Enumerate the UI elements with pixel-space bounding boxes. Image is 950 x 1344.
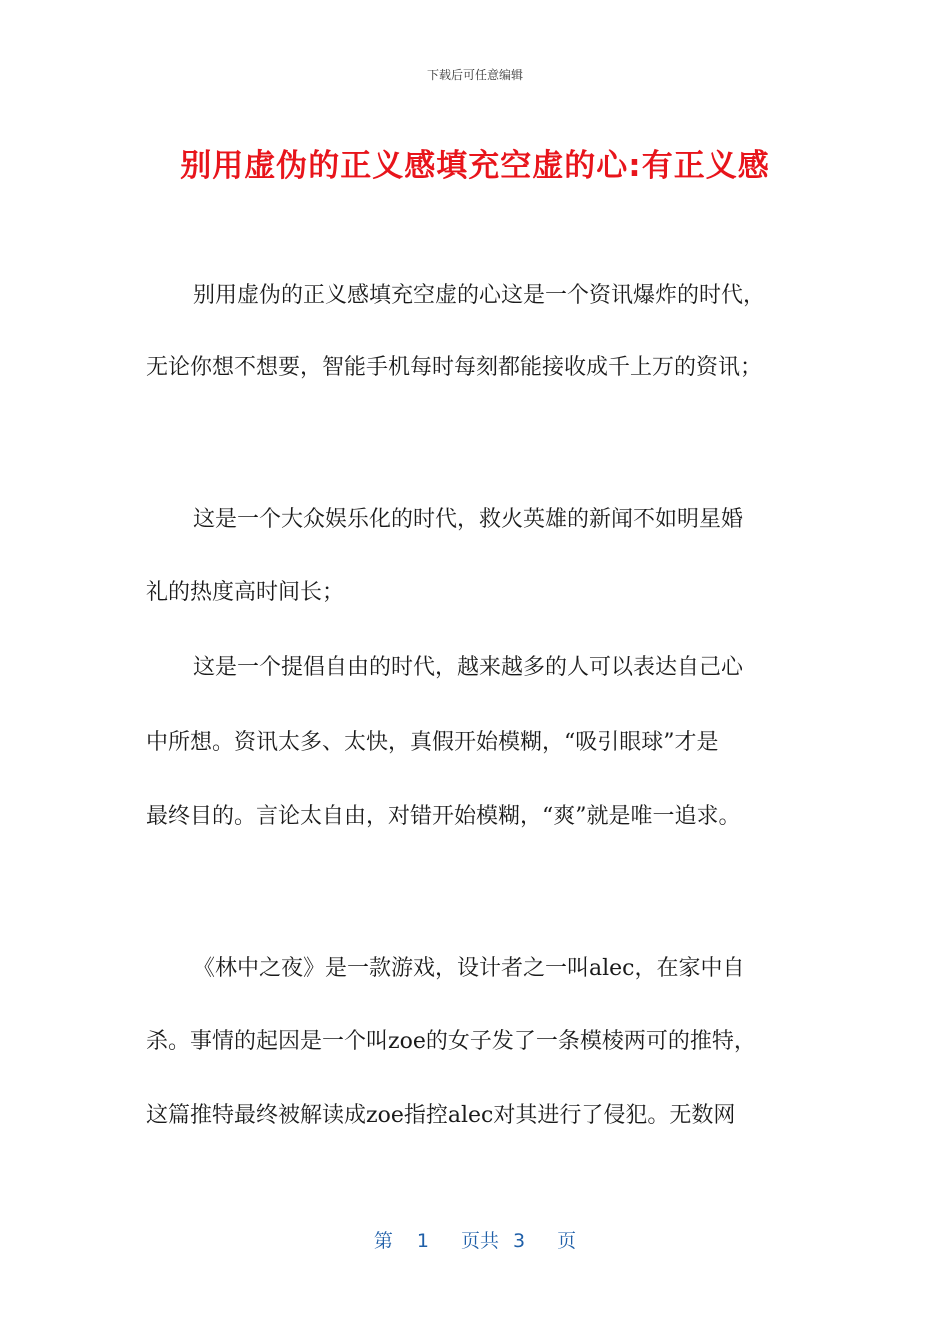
paragraph-line: 别用虚伪的正义感填充空虚的心这是一个资讯爆炸的时代，: [193, 283, 766, 308]
paragraph-line: 中所想。资讯太多、太快，真假开始模糊，“吸引眼球”才是: [146, 730, 719, 755]
document-title: 别用虚伪的正义感填充空虚的心:有正义感: [180, 148, 770, 184]
paragraph-line: 杀。事情的起因是一个叫zoe的女子发了一条模棱两可的推特，: [146, 1029, 756, 1054]
paragraph-line: 《林中之夜》是一款游戏，设计者之一叫alec，在家中自: [193, 956, 745, 981]
page-footer: [0, 1226, 950, 1253]
paragraph-line: 这是一个提倡自由的时代，越来越多的人可以表达自己心: [193, 655, 744, 680]
paragraph-line: 这是一个大众娱乐化的时代，救火英雄的新闻不如明星婚: [193, 507, 744, 532]
current-page-number: 1: [416, 1230, 429, 1252]
paragraph-line: 无论你想不想要，智能手机每时每刻都能接收成千上万的资讯；: [146, 355, 763, 380]
paragraph-line: 礼的热度高时间长；: [146, 580, 345, 605]
footer-prefix: 第: [373, 1230, 393, 1252]
footer-suffix: 页: [557, 1230, 577, 1252]
paragraph-line: 最终目的。言论太自由，对错开始模糊，“爽”就是唯一追求。: [146, 804, 741, 829]
paragraph-line: 这篇推特最终被解读成zoe指控alec对其进行了侵犯。无数网: [146, 1103, 736, 1128]
total-pages-number: 3: [513, 1230, 526, 1252]
header-note: 下载后可任意编辑: [426, 68, 523, 82]
footer-middle: 页共: [460, 1230, 499, 1252]
